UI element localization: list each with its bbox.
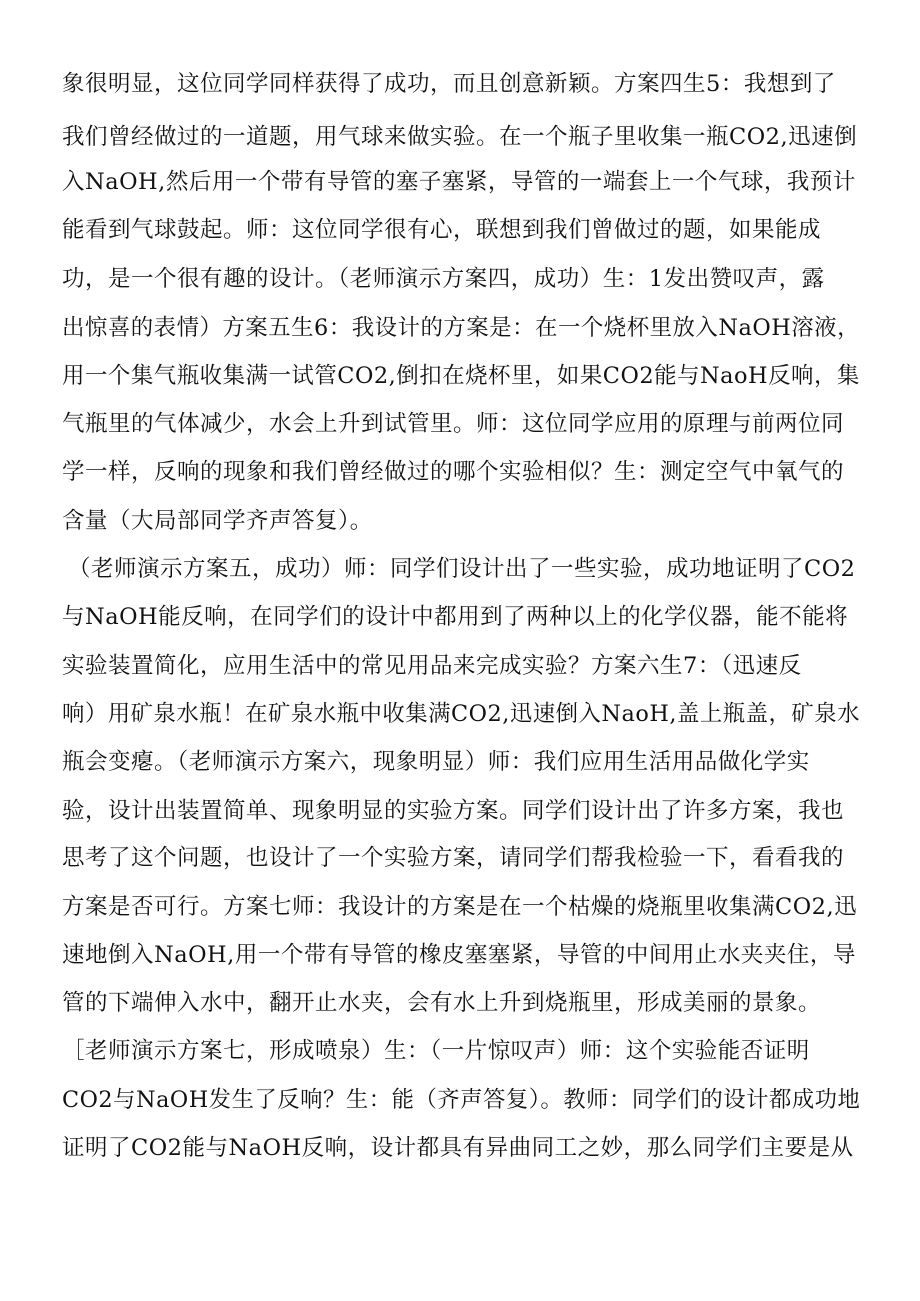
text-line: 管的下端伸入水中，翻开止水夹，会有水上升到烧瓶里，形成美丽的景象。 (62, 990, 822, 1016)
text-line: 入NaOH,然后用一个带有导管的塞子塞紧，导管的一端套上一个气球，我预计 (62, 169, 856, 195)
text-line: 瓶会变瘪。（老师演示方案六，现象明显）师：我们应用生活用品做化学实 (62, 749, 810, 775)
text-line: 用一个集气瓶收集满一试管CO2,倒扣在烧杯里，如果CO2能与NaoH反响，集 (62, 363, 860, 389)
text-line: 含量（大局部同学齐声答复）。 (62, 508, 373, 534)
text-line: 思考了这个问题，也设计了一个实验方案，请同学们帮我检验一下，看看我的 (62, 845, 845, 871)
text-line: 响）用矿泉水瓶！在矿泉水瓶中收集满CO2,迅速倒入NaoH,盖上瓶盖，矿泉水 (62, 701, 861, 727)
text-line: 功，是一个很有趣的设计。（老师演示方案四，成功）生：1发出赞叹声，露 (62, 266, 825, 292)
text-line: CO2与NaOH发生了反响？生：能（齐声答复）。教师：同学们的设计都成功地 (62, 1087, 861, 1113)
text-line: 象很明显，这位同学同样获得了成功，而且创意新颖。方案四生5：我想到了 (62, 71, 836, 97)
text-line: 气瓶里的气体减少，水会上升到试管里。师：这位同学应用的原理与前两位同 (62, 411, 845, 437)
paragraph-start-line: （老师演示方案五，成功）师：同学们设计出了一些实验，成功地证明了CO2 (68, 556, 856, 582)
text-line: 我们曾经做过的一道题，用气球来做实验。在一个瓶子里收集一瓶CO2,迅速倒 (62, 124, 858, 150)
text-line: 实验装置简化，应用生活中的常见用品来完成实验？方案六生7：（迅速反 (62, 653, 802, 679)
text-line: 能看到气球鼓起。师：这位同学很有心，联想到我们曾做过的题，如果能成 (62, 217, 822, 243)
text-line: 方案是否可行。方案七师：我设计的方案是在一个枯燥的烧瓶里收集满CO2,迅 (62, 894, 858, 920)
text-line: 验，设计出装置简单、现象明显的实验方案。同学们设计出了许多方案，我也 (62, 798, 845, 824)
text-line: 学一样，反响的现象和我们曾经做过的哪个实验相似？生：测定空气中氧气的 (62, 459, 845, 485)
text-line: 速地倒入NaOH,用一个带有导管的橡皮塞塞紧，导管的中间用止水夹夹住，导 (62, 942, 856, 968)
text-line: 证明了CO2能与NaOH反响，设计都具有异曲同工之妙，那么同学们主要是从 (62, 1135, 854, 1161)
text-line: 与NaOH能反响，在同学们的设计中都用到了两种以上的化学仪器，能不能将 (62, 604, 849, 630)
text-line: ［老师演示方案七，形成喷泉）生：（一片惊叹声）师：这个实验能否证明 (62, 1038, 810, 1064)
text-line: 出惊喜的表情）方案五生6：我设计的方案是：在一个烧杯里放入NaOH溶液， (62, 315, 860, 341)
